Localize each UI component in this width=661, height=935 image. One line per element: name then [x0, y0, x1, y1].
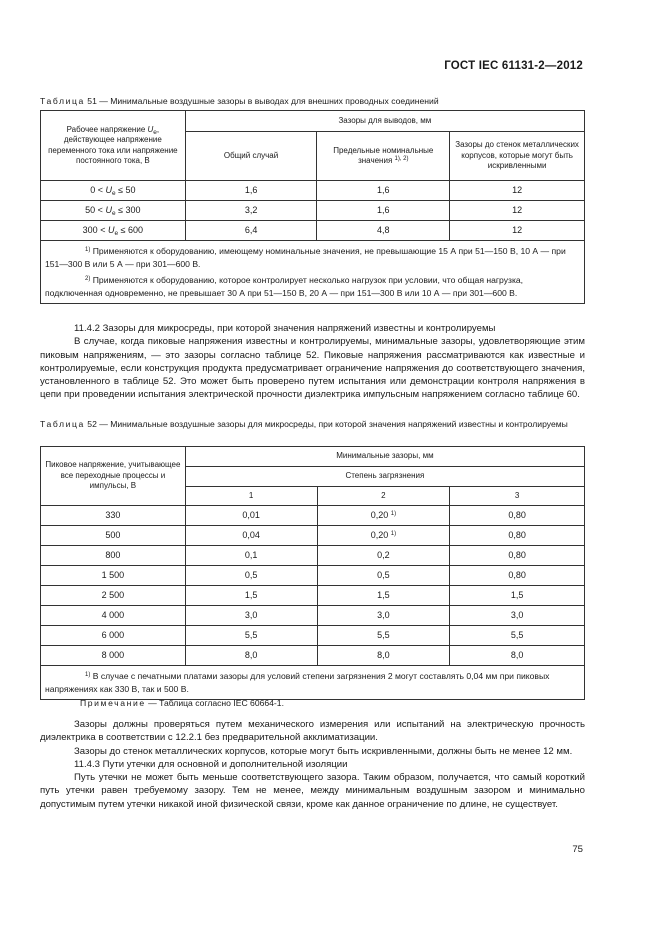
t51-footnote-1: $^{1)}$ Применяются к оборудованию, имеющему номинальные значения, не превышающие 15 А при 51—150 В, 10 А — при 151—300 В или 5 А — при 301—600 В. — [45, 246, 566, 269]
t51-header-walls: Зазоры до стенок металлических корпусов, которые могут быть искривленными — [450, 132, 585, 181]
section-heading: 11.4.2 Зазоры для микросреды, при которой значения напряжений известны и контролируемы — [74, 323, 496, 334]
t52-cell: 0,5 — [185, 566, 317, 586]
t52-cell: 8,0 — [450, 646, 585, 666]
t51-cell: 1,6 — [185, 181, 317, 201]
page-header: ГОСТ IEC 61131-2—2012 — [444, 60, 583, 72]
paragraph: Зазоры до стенок металлических корпусов, которые могут быть искривленными, должны быть не менее 12 мм. — [74, 745, 573, 757]
paragraph: В случае, когда пиковые напряжения известны и контролируемы, минимальные зазоры, удовлетворяющие этим пиковым напряжениям, — это зазоры согласно таблице 52. Пиковые напряжения рассматриваются как известные и контролируемые, если конструкция продукта предусматривает ограничение напряжения до соответствующего значения, установленного в таблице 52. Это может быть проверено путем испытания или демонстрации контроля напряжения в цепи при проведении испытания электрической прочности диэлектрика импульсным напряжением согласно таблице 60. — [40, 336, 585, 401]
t51-cell: 12 — [450, 201, 585, 221]
t52-header-deg: 2 — [317, 487, 450, 506]
section-heading: 11.4.3 Пути утечки для основной и дополнительной изоляции — [74, 758, 348, 770]
t51-cell-range: $0 < U_e \le 50$ — [41, 181, 186, 201]
t52-cell: 1 500 — [41, 566, 186, 586]
t51-cell-range: $50 < U_e \le 300$ — [41, 201, 186, 221]
t52-cell: 4 000 — [41, 606, 186, 626]
t52-cell: 3,0 — [317, 606, 450, 626]
t52-cell: 0,80 — [450, 506, 585, 526]
t52-cell: 0,04 — [185, 526, 317, 546]
t52-cell: 8,0 — [317, 646, 450, 666]
paragraph: Путь утечки не может быть меньше соответствующего зазора. Таким образом, получается, что самый короткий путь утечки равен требуемому зазору. Тем не менее, между минимальным воздушным зазором и минимально допустимым путем утечки никакой иной физической связи, кроме как данное ограничение по длине, не существует. — [40, 772, 585, 810]
t52-cell: 1,5 — [185, 586, 317, 606]
t52-cell: 500 — [41, 526, 186, 546]
t52-cell: 6 000 — [41, 626, 186, 646]
t51-header-limit: Предельные номинальные значения $^{1), 2)}$ — [317, 132, 450, 181]
t52-cell: 2 500 — [41, 586, 186, 606]
t52-cell: 1,5 — [450, 586, 585, 606]
table-row — [41, 606, 585, 626]
t52-header-deg: 1 — [185, 487, 317, 506]
t51-cell: 12 — [450, 181, 585, 201]
t52-footnotes — [41, 666, 585, 700]
table-row — [41, 586, 585, 606]
section-11-4-3 — [40, 718, 585, 811]
t51-cell: 1,6 — [317, 201, 450, 221]
section-11-4-2 — [40, 322, 585, 402]
t52-header-peak: Пиковое напряжение, учитывающее все переходные процессы и импульсы, В — [41, 447, 186, 506]
t51-cell: 6,4 — [185, 221, 317, 241]
t52-cell: 0,20 $^{1)}$ — [317, 506, 450, 526]
table-row — [41, 646, 585, 666]
table52-caption — [40, 418, 585, 430]
table52-title: 52 — Минимальные воздушные зазоры для микросреды, при которой значения напряжений известны и контролируемы — [87, 419, 568, 429]
table-row — [41, 626, 585, 646]
table-row — [41, 221, 585, 241]
table-row — [41, 201, 585, 221]
t52-cell: 330 — [41, 506, 186, 526]
t51-header-voltage: Рабочее напряжение $U_e$, действующее напряжение переменного тока или напряжение постоянного тока, В — [41, 111, 186, 181]
t52-cell: 0,01 — [185, 506, 317, 526]
t52-header-deg: 3 — [450, 487, 585, 506]
page-number: 75 — [572, 844, 583, 855]
t52-header-min: Минимальные зазоры, мм — [185, 447, 584, 467]
t52-cell: 1,5 — [317, 586, 450, 606]
t52-cell: 0,5 — [317, 566, 450, 586]
t51-cell: 4,8 — [317, 221, 450, 241]
t51-cell-range: $300 < U_e \le 600$ — [41, 221, 186, 241]
t51-cell: 12 — [450, 221, 585, 241]
t52-cell: 3,0 — [185, 606, 317, 626]
t51-footnote-2: $^{2)}$ Применяются к оборудованию, которое контролирует несколько нагрузок при условии, что общая нагрузка, подключенная одновременно, не превышает 30 А при 51—150 В, 20 А — при 151—300 В или 10 А — при 301—600 В. — [45, 275, 524, 298]
paragraph: Зазоры должны проверяться путем механического измерения или испытаний на электрическую прочность диэлектрика в соответствии с 12.2.1 без предварительной акклиматизации. — [40, 719, 585, 744]
table51-caption — [40, 95, 585, 107]
table-row — [41, 506, 585, 526]
table-row — [41, 566, 585, 586]
t52-cell: 5,5 — [450, 626, 585, 646]
table-row — [41, 181, 585, 201]
table-row — [41, 526, 585, 546]
t52-cell: 0,20 $^{1)}$ — [317, 526, 450, 546]
t51-header-clearances: Зазоры для выводов, мм — [185, 111, 584, 132]
table-52 — [40, 446, 585, 700]
table52-label: Таблица — [40, 419, 85, 429]
t52-cell: 800 — [41, 546, 186, 566]
t52-cell: 0,80 — [450, 546, 585, 566]
t52-cell: 3,0 — [450, 606, 585, 626]
t52-header-pollution: Степень загрязнения — [185, 467, 584, 487]
t52-cell: 0,80 — [450, 526, 585, 546]
t51-footnotes — [41, 241, 585, 304]
t51-header-general: Общий случай — [185, 132, 317, 181]
t52-cell: 5,5 — [185, 626, 317, 646]
t52-cell: 0,2 — [317, 546, 450, 566]
table51-title: 51 — Минимальные воздушные зазоры в выводах для внешних проводных соединений — [87, 96, 439, 106]
table-51 — [40, 110, 585, 304]
table52-note: Примечание — Таблица согласно IEC 60664-1. — [80, 698, 284, 708]
t52-cell: 0,80 — [450, 566, 585, 586]
t52-body — [41, 506, 585, 666]
table-row — [41, 546, 585, 566]
t52-cell: 5,5 — [317, 626, 450, 646]
t52-cell: 8 000 — [41, 646, 186, 666]
table51-label: Таблица — [40, 96, 85, 106]
t52-cell: 0,1 — [185, 546, 317, 566]
t51-cell: 1,6 — [317, 181, 450, 201]
t52-footnote-1: $^{1)}$ В случае с печатными платами зазоры для условий степени загрязнения 2 могут составлять 0,04 мм при пиковых напряжениях как 330 В, так и 500 В. — [45, 671, 550, 694]
t52-cell: 8,0 — [185, 646, 317, 666]
t51-cell: 3,2 — [185, 201, 317, 221]
